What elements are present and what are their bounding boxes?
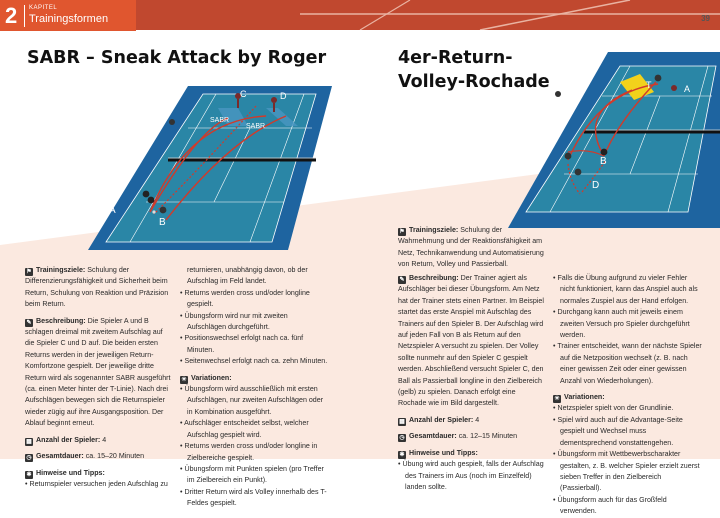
- left-dauer: ◷ Gesamtdauer: ca. 15–20 Minuten: [26, 452, 145, 462]
- right-hinweise: ✱ Hinweise und Tipps:: [399, 448, 478, 458]
- left-text-column-2: [180, 265, 328, 510]
- label-d: D: [592, 180, 600, 191]
- list-item: • Seitenwechsel erfolgt nach ca. zehn Minuten.: [180, 357, 328, 366]
- left-court-diagram: [88, 80, 340, 252]
- bulb-icon: ✱: [26, 471, 32, 478]
- pencil-icon: ✎: [399, 277, 405, 283]
- player-c: [565, 153, 572, 160]
- list-item: • Returns werden cross und/oder longline gespielt.: [180, 288, 310, 309]
- list-item: • Übungsform auch für das Großfeld verwenden.: [553, 495, 667, 516]
- list-item: • Trainer entscheidet, wann der nächste Spieler auf die Netzposition wechselt (z. B. nach einer gewissen Zeit oder einer gewissen Anzahl von Wiederholungen).: [553, 342, 702, 385]
- label-b: B: [159, 217, 166, 228]
- right-anzahl: ▦ Anzahl der Spieler: 4: [399, 415, 480, 425]
- player-t: [655, 75, 662, 82]
- right-trainingsziele: ⚑ Trainingsziele: Schulung der Wahrnehmung und der Reaktionsfähigkeit am Netz, Technikanwendung und Automatisierung von Return, Volley und Passierball.: [398, 226, 544, 269]
- player-b: [160, 207, 167, 214]
- label-a: A: [684, 84, 691, 94]
- list-item: • Übung wird auch gespielt, falls der Aufschlag des Trainers im Aus (noch im Einzelfeld) landen sollte.: [398, 460, 544, 491]
- label-t: T: [162, 115, 168, 125]
- right-hinweise-list-cont: [553, 273, 703, 387]
- left-exercise-title: SABR – Sneak Attack by Roger: [27, 48, 327, 68]
- left-beschreibung: ✎ Beschreibung: Die Spieler A und B schlagen dreimal mit zweitem Aufschlag auf die Spieler C und D auf. Die beiden ersten Returns werden in der jeweiligen Return-Komfortzone gespielt. Der jeweilige dritte Return wird als sogenannter SABR ausgeführt (ca. einen Meter hinter der T-Linie). Nach drei Aufschlägen bewegen sich die Returnspieler wieder zügig auf ihre Ausgangsposition. Der Ablauf beginnt erneut.: [25, 316, 171, 428]
- right-text-column-2: [553, 273, 703, 518]
- list-item: • Übungsform wird nur mit zweiten Aufschlägen durchgeführt.: [180, 311, 288, 332]
- chapter-number: 2: [5, 3, 18, 28]
- player-a: [148, 197, 155, 204]
- list-item: • Netzspieler spielt von der Grundlinie.: [553, 404, 674, 413]
- left-anzahl: ▦ Anzahl der Spieler: 4: [26, 435, 107, 445]
- pencil-icon: ✎: [26, 319, 32, 326]
- clock-icon: ◷: [26, 455, 32, 462]
- list-item: • Übungsform wird ausschließlich mit ersten Aufschlägen, nur zweiten Aufschlägen oder in Kombination ausgeführt.: [180, 385, 324, 416]
- gear-icon: ✳: [181, 376, 187, 383]
- left-trainingsziele: ⚑ Trainingsziele: Schulung der Differenzierungsfähigkeit und Sicherheit beim Return, Schulung von Reaktion und Präzision beim Return.: [25, 266, 169, 309]
- player-d: [575, 169, 582, 176]
- label-sabr-2: SABR: [246, 123, 266, 130]
- label-sabr-1: SABR: [210, 117, 230, 124]
- flag-icon: ⚑: [26, 269, 32, 275]
- right-trainingsziele-block: [398, 225, 544, 276]
- chapter-divider: [24, 5, 25, 27]
- left-hinweise: ✱ Hinweise und Tipps:: [26, 468, 105, 478]
- court-lines-decoration: [300, 0, 720, 30]
- list-item: • Durchgang kann auch mit jeweils einem zweiten Versuch pro Spieler durchgeführt werden.: [553, 308, 690, 340]
- players-icon: ▦: [26, 438, 32, 445]
- clock-icon: ◷: [399, 435, 405, 442]
- players-icon: ▦: [399, 418, 405, 425]
- player-t: [169, 119, 175, 125]
- left-variationen: ✳ Variationen:: [181, 373, 232, 383]
- right-variationen-list: [553, 403, 703, 517]
- left-variationen-list: [180, 384, 328, 509]
- chapter-title: Trainingsformen: [29, 13, 109, 25]
- right-court-diagram: [508, 52, 720, 228]
- list-item: • Positionswechsel erfolgt nach ca. fünf Minuten.: [180, 334, 304, 354]
- gear-icon: ✳: [554, 396, 560, 403]
- player-a: [555, 91, 561, 97]
- right-hinweise-list: [398, 459, 544, 493]
- label-a: A: [109, 205, 116, 216]
- right-beschreibung: ✎ Beschreibung: Der Trainer agiert als Aufschläger bei dieser Übungsform. Am Netz hat der Trainer stets einen Partner. Im Beispiel startet das erste Anspiel mit Aufschlag des Trainers auf den Spieler B. Der Aufschlag wird auf jeden Fall von B als Return auf den Netzspieler A versucht zu spielen. Der Volley sollte nunmehr auf den Spieler C gespielt werden. Abschließend versucht Spieler C, den Ball als Passierball longline in den Zielbereich (gelb) zu spielen. Danach erfolgt eine Rochade wie im Bild dargestellt.: [398, 274, 544, 408]
- left-text-column-1: [25, 265, 171, 490]
- right-dauer: ◷ Gesamtdauer: ca. 12–15 Minuten: [399, 432, 518, 442]
- left-hinweise-list: [25, 479, 171, 490]
- list-item: • Spiel wird auch auf die Advantage-Seite gespielt und Wechsel muss dementsprechend vonstattengehen.: [553, 415, 683, 447]
- player-d: [271, 97, 277, 103]
- label-t: T: [646, 80, 652, 90]
- flag-icon: ⚑: [399, 229, 405, 235]
- left-hinweise-list-cont: [180, 265, 328, 368]
- list-item: • Falls die Übung aufgrund zu vieler Fehler nicht funktioniert, kann das Anspiel auch als normales Zuspiel aus der Hand erfolgen.: [553, 274, 698, 305]
- list-item: • Returnspieler versuchen jeden Aufschlag zu: [25, 479, 168, 488]
- list-item: • Returns werden cross und/oder longline in Zielbereiche gespielt.: [180, 442, 318, 462]
- bulb-icon: ✱: [399, 451, 405, 458]
- list-item: • Übungsform mit Punkten spielen (pro Treffer im Zielbereich ein Punkt).: [180, 464, 324, 485]
- right-text-column-1: [398, 273, 544, 493]
- list-item: • Dritter Return wird als Volley innerhalb des T-Feldes gespielt.: [180, 487, 327, 508]
- label-c: C: [240, 89, 247, 99]
- list-item: • Aufschläger entscheidet selbst, welcher Aufschlag gespielt wird.: [180, 419, 309, 439]
- page-number: 39: [701, 14, 710, 23]
- right-variationen: ✳ Variationen:: [554, 393, 605, 403]
- right-title-line2: Volley-Rochade: [398, 72, 550, 92]
- label-c: C: [532, 146, 540, 157]
- player-b: [601, 149, 608, 156]
- list-item: returnieren, unabhängig davon, ob der Aufschlag im Feld landet.: [187, 266, 308, 286]
- label-b: B: [600, 156, 607, 167]
- chapter-label: KAPITEL: [29, 5, 58, 11]
- list-item: • Übungsform mit Wettbewerbscharakter gestalten, z. B. welcher Spieler erzielt zuerst sieben Treffer in den Zielbereich (Passierball).: [553, 450, 700, 493]
- chapter-tab: [0, 0, 136, 31]
- label-d: D: [280, 91, 287, 101]
- right-title-line1: 4er-Return-: [398, 48, 513, 68]
